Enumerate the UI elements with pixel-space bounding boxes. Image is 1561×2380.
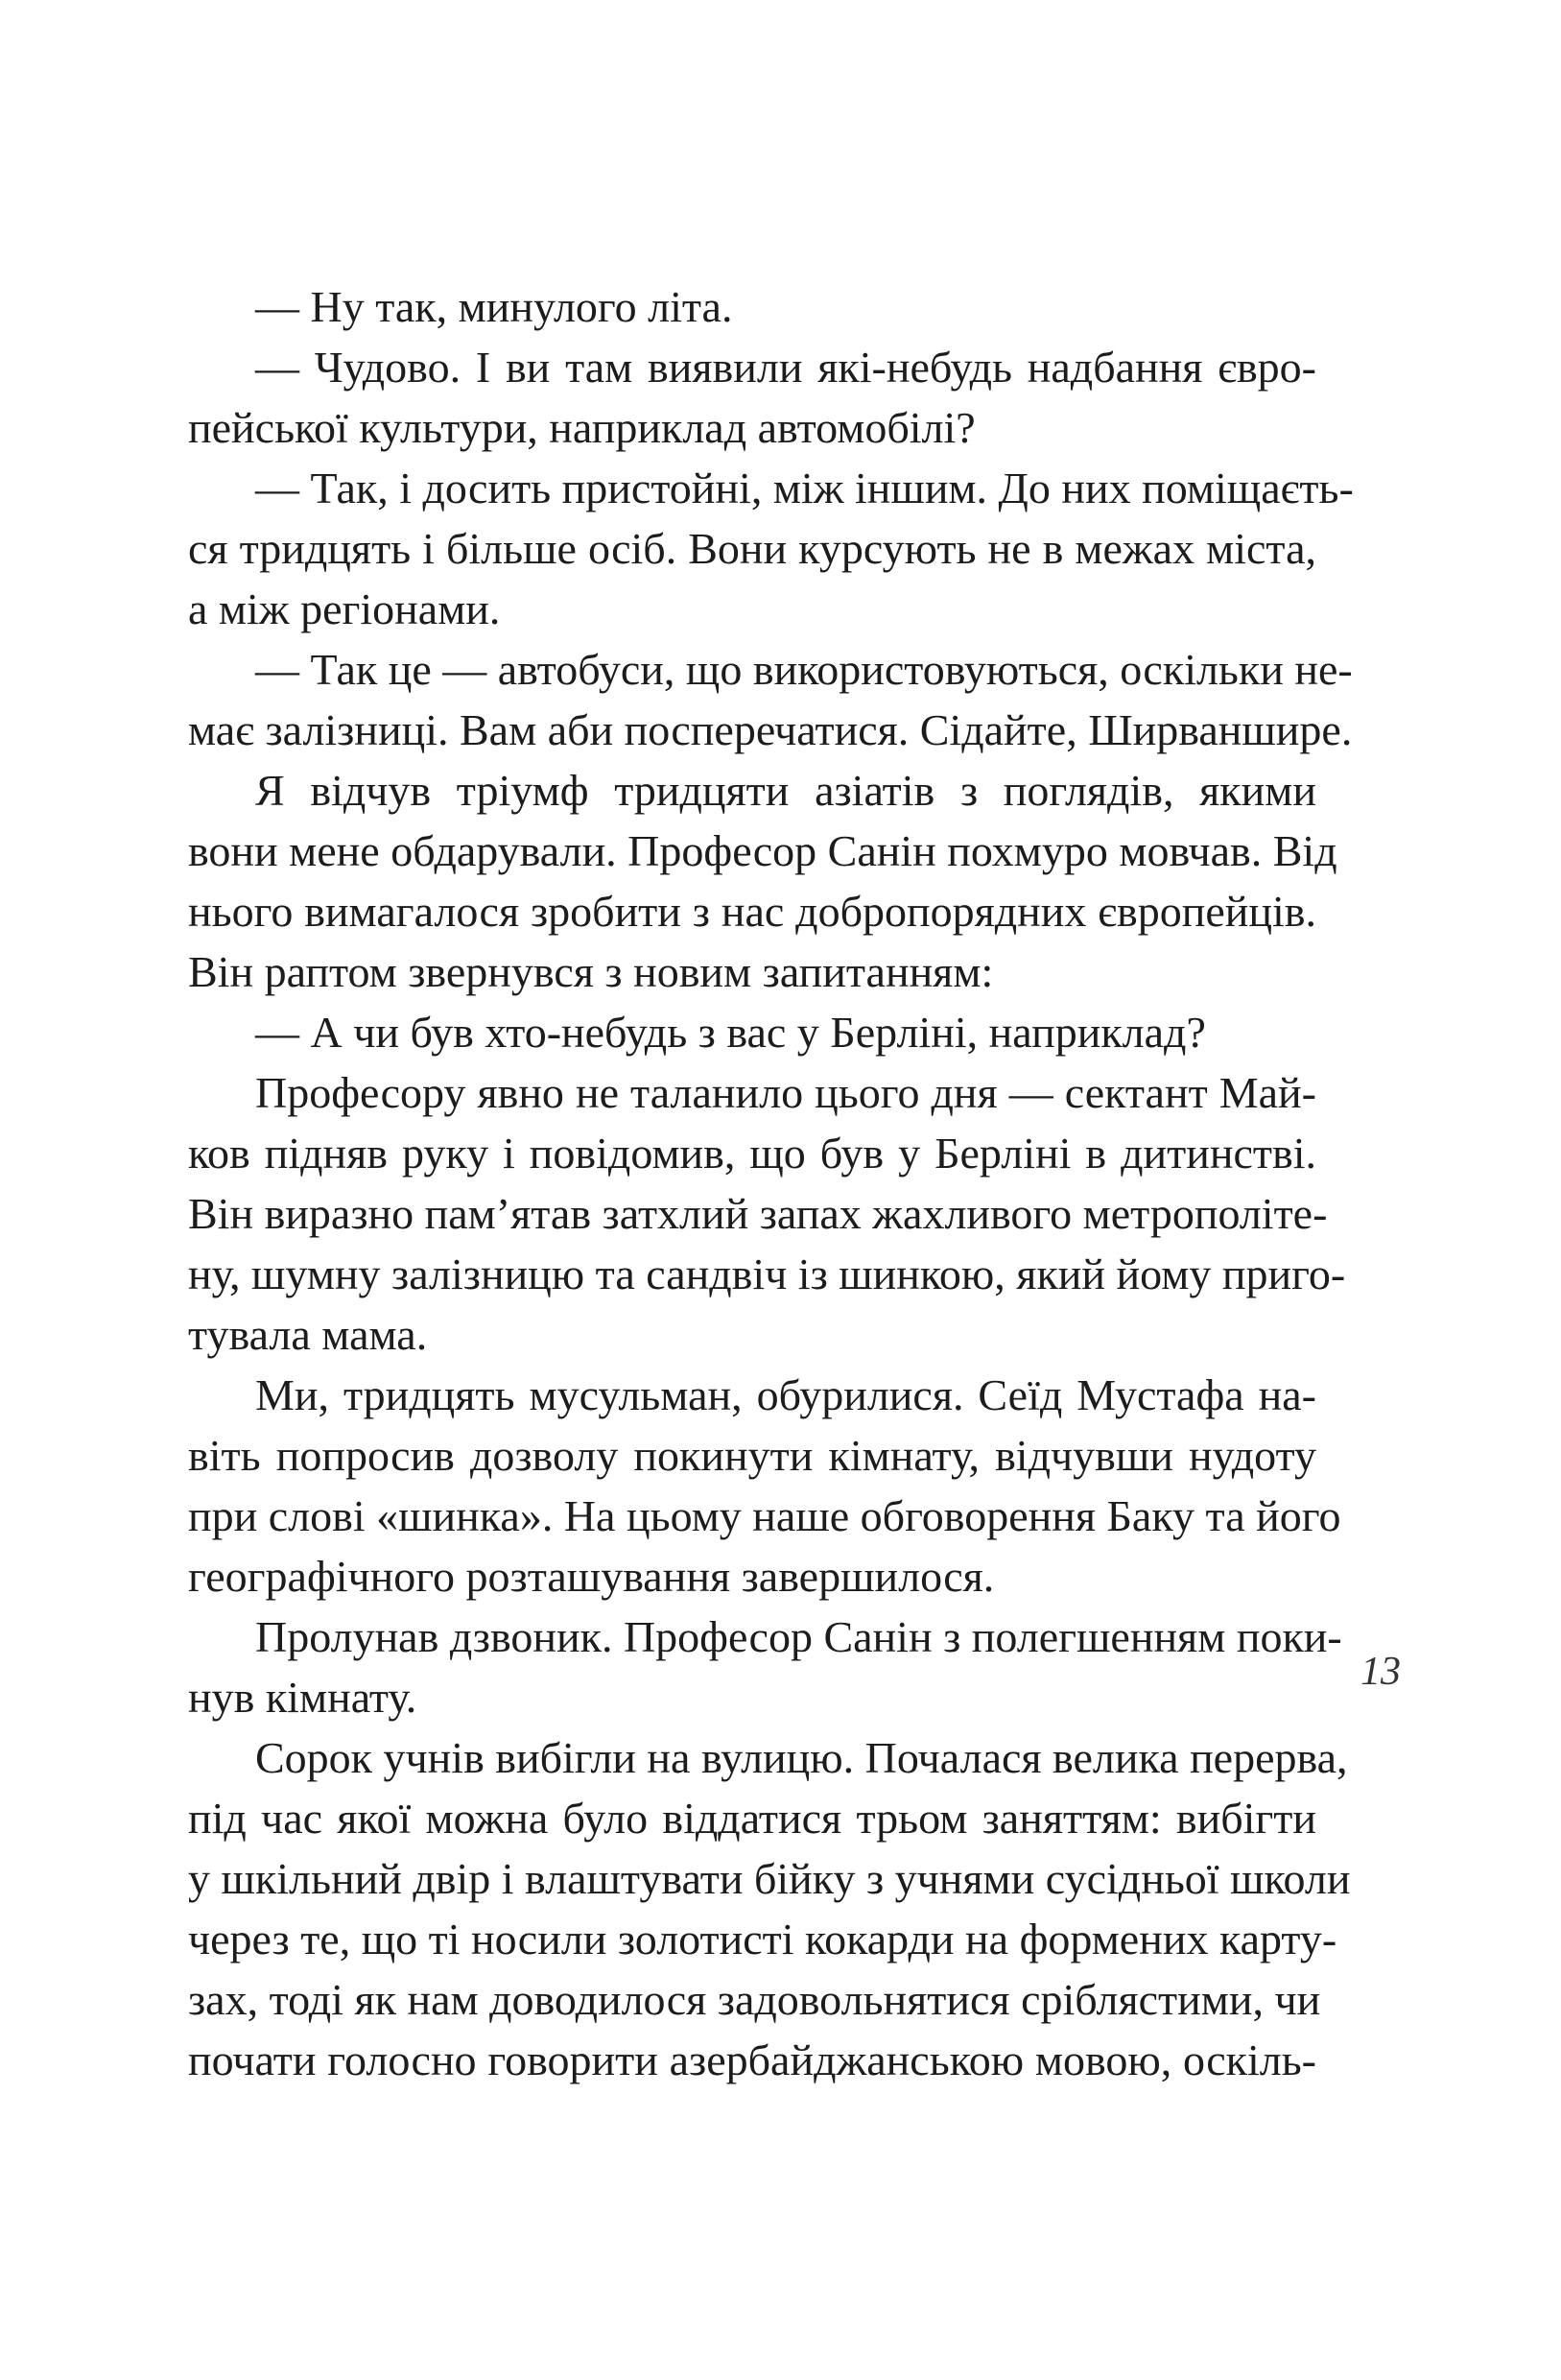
paragraph-3	[188, 458, 1354, 639]
text-line: — А чи був хто-небудь з вас у Берліні, наприклад?	[255, 1008, 1206, 1057]
text-line: має залізниці. Вам аби посперечатися. Сідайте, Ширваншире.	[188, 705, 1353, 754]
text-line: а між регіонами.	[188, 584, 501, 633]
page-number: 13	[1360, 1650, 1401, 1694]
text-line: пейської культури, наприклад автомобілі?	[188, 403, 976, 452]
text-line: через те, що ті носили золотисті кокарди на формених карту-	[188, 1915, 1337, 1964]
paragraph-8	[188, 1365, 1341, 1606]
text-line: під час якої можна було віддатися трьом заняттям: вибігти	[188, 1794, 1316, 1843]
text-line: зах, тоді як нам доводилося задовольнятися сріблястими, чи	[188, 1975, 1321, 2024]
text-line: Я відчув тріумф тридцяти азіатів з поглядів, якими	[255, 766, 1316, 815]
text-line: Він раптом звернувся з новим запитанням:	[188, 947, 994, 996]
paragraph-6	[188, 1002, 1316, 1062]
text-line: тувала мама.	[188, 1310, 428, 1359]
text-line: географічного розташування завершилося.	[188, 1552, 995, 1601]
text-line: — Чудово. І ви там виявили які-небудь надбання євро-	[255, 343, 1316, 392]
text-line: ков підняв руку і повідомив, що був у Берліні в дитинстві.	[188, 1129, 1316, 1178]
text-line: ся тридцять і більше осіб. Вони курсують не в межах міста,	[188, 524, 1316, 573]
text-line: — Так це — автобуси, що використовуються, оскільки не-	[255, 645, 1353, 694]
text-line: Ми, тридцять мусульман, обурилися. Сеїд Мустафа на-	[255, 1370, 1316, 1419]
text-line: нього вимагалося зробити з нас добропорядних європейців.	[188, 887, 1316, 936]
text-line: — Ну так, минулого літа.	[255, 282, 733, 331]
paragraph-2	[188, 337, 1316, 458]
text-line: нув кімнату.	[188, 1673, 417, 1722]
text-line: почати голосно говорити азербайджанською мовою, оскіль-	[188, 2035, 1316, 2084]
text-line: Сорок учнів вибігли на вулицю. Почалася велика перерва,	[255, 1733, 1348, 1782]
text-line: — Так, і досить пристойні, між іншим. До них поміщаєть-	[255, 464, 1354, 512]
text-line: при слові «шинка». На цьому наше обговорення Баку та його	[188, 1491, 1341, 1540]
text-line: вони мене обдарували. Професор Санін похмуро мовчав. Від	[188, 826, 1337, 875]
paragraph-9	[188, 1606, 1342, 1727]
page-body-text	[188, 276, 1354, 2090]
paragraph-10	[188, 1727, 1351, 2090]
paragraph-7	[188, 1062, 1346, 1365]
text-line: Він виразно пам’ятав затхлий запах жахливого метрополіте-	[188, 1189, 1328, 1238]
text-line: Професору явно не таланило цього дня — сектант Май-	[255, 1068, 1316, 1117]
paragraph-4	[188, 639, 1353, 760]
text-line: у шкільний двір і влаштувати бійку з учнями сусідньої школи	[188, 1854, 1351, 1903]
text-line: Пролунав дзвоник. Професор Санін з полегшенням поки-	[255, 1612, 1342, 1661]
paragraph-5	[188, 760, 1337, 1002]
paragraph-1	[188, 276, 1316, 337]
text-line: віть попросив дозволу покинути кімнату, відчувши нудоту	[188, 1431, 1316, 1480]
text-line: ну, шумну залізницю та сандвіч із шинкою, який йому приго-	[188, 1250, 1346, 1298]
